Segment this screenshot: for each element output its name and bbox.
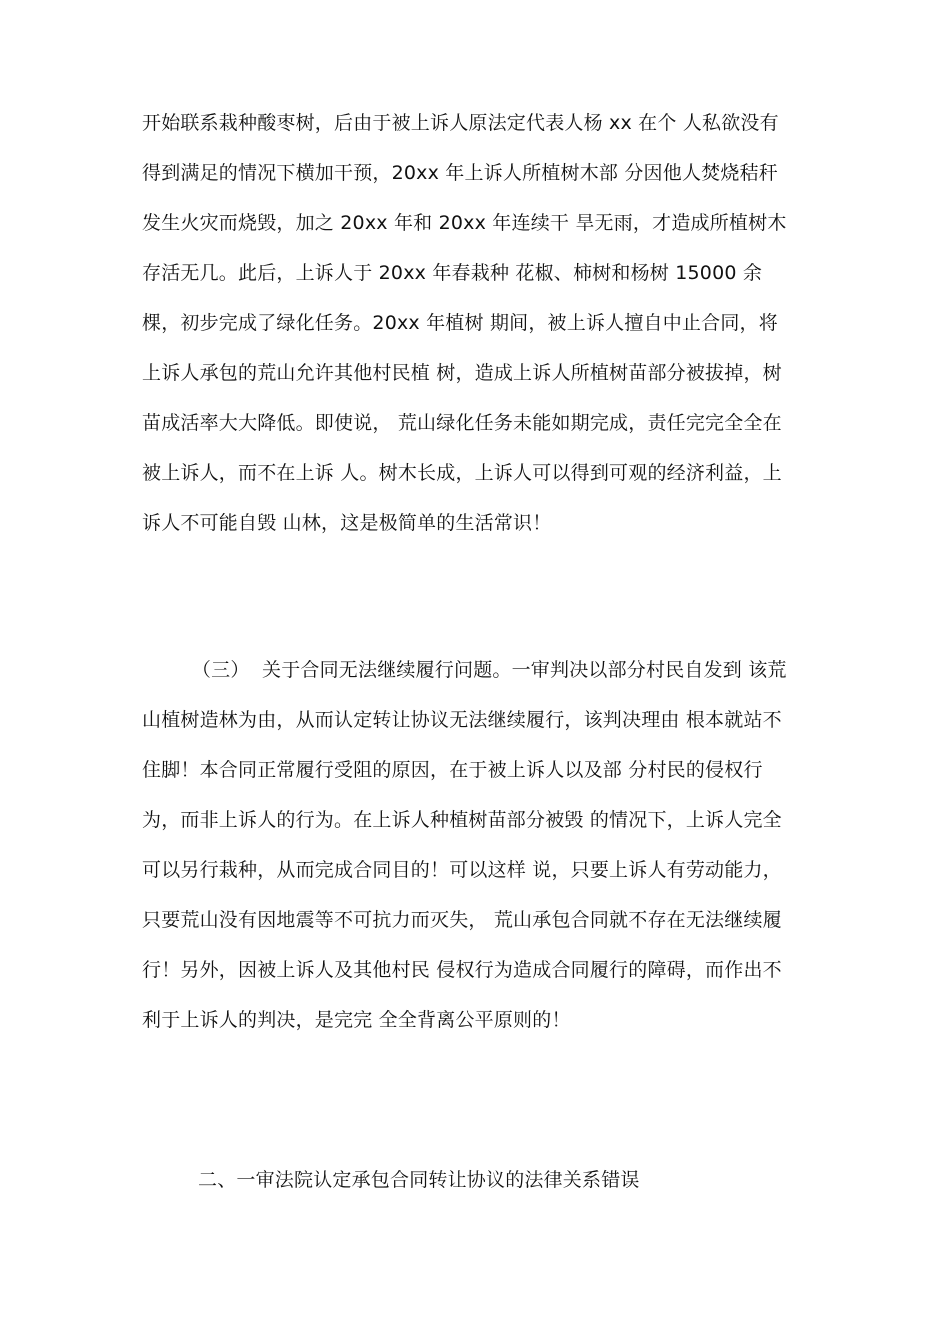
- paragraph-line: （三） 关于合同无法继续履行问题。一审判决以部分村民自发到 该荒: [142, 659, 787, 681]
- paragraph-line: 得到满足的情况下横加干预，20xx 年上诉人所植树木部 分因他人焚烧秸秆: [142, 162, 778, 184]
- section-heading-text: 二、一审法院认定承包合同转让协议的法律关系错误: [198, 1169, 640, 1191]
- paragraph-1: [142, 98, 820, 548]
- paragraph-line: 住脚！本合同正常履行受阻的原因，在于被上诉人以及部 分村民的侵权行: [142, 759, 763, 781]
- paragraph-line: 利于上诉人的判决，是完完 全全背离公平原则的！: [142, 1009, 571, 1031]
- paragraph-line: 行！另外，因被上诉人及其他村民 侵权行为造成合同履行的障碍，而作出不: [142, 959, 782, 981]
- section-heading: [198, 1155, 876, 1205]
- paragraph-line: 存活无几。此后，上诉人于 20xx 年春栽种 花椒、柿树和杨树 15000 余: [142, 262, 763, 284]
- paragraph-2: [142, 645, 820, 1045]
- paragraph-line: 上诉人承包的荒山允许其他村民植 树，造成上诉人所植树苗部分被拔掉，树: [142, 362, 782, 384]
- paragraph-line: 诉人不可能自毁 山林，这是极简单的生活常识！: [142, 512, 552, 534]
- paragraph-line: 发生火灾而烧毁，加之 20xx 年和 20xx 年连续干 旱无雨，才造成所植树木: [142, 212, 787, 234]
- paragraph-line: 只要荒山没有因地震等不可抗力而灭失， 荒山承包合同就不存在无法继续履: [142, 909, 782, 931]
- paragraph-line: 可以另行栽种，从而完成合同目的！可以这样 说，只要上诉人有劳动能力，: [142, 859, 782, 881]
- paragraph-line: 被上诉人，而不在上诉 人。树木长成，上诉人可以得到可观的经济利益，上: [142, 462, 782, 484]
- paragraph-line: 开始联系栽种酸枣树，后由于被上诉人原法定代表人杨 xx 在个 人私欲没有: [142, 112, 779, 134]
- paragraph-line: 棵，初步完成了绿化任务。20xx 年植树 期间，被上诉人擅自中止合同，将: [142, 312, 778, 334]
- paragraph-line: 为，而非上诉人的行为。在上诉人种植树苗部分被毁 的情况下，上诉人完全: [142, 809, 782, 831]
- paragraph-line: 苗成活率大大降低。即使说， 荒山绿化任务未能如期完成，责任完完全全在: [142, 412, 782, 434]
- paragraph-line: 山植树造林为由，从而认定转让协议无法继续履行，该判决理由 根本就站不: [142, 709, 782, 731]
